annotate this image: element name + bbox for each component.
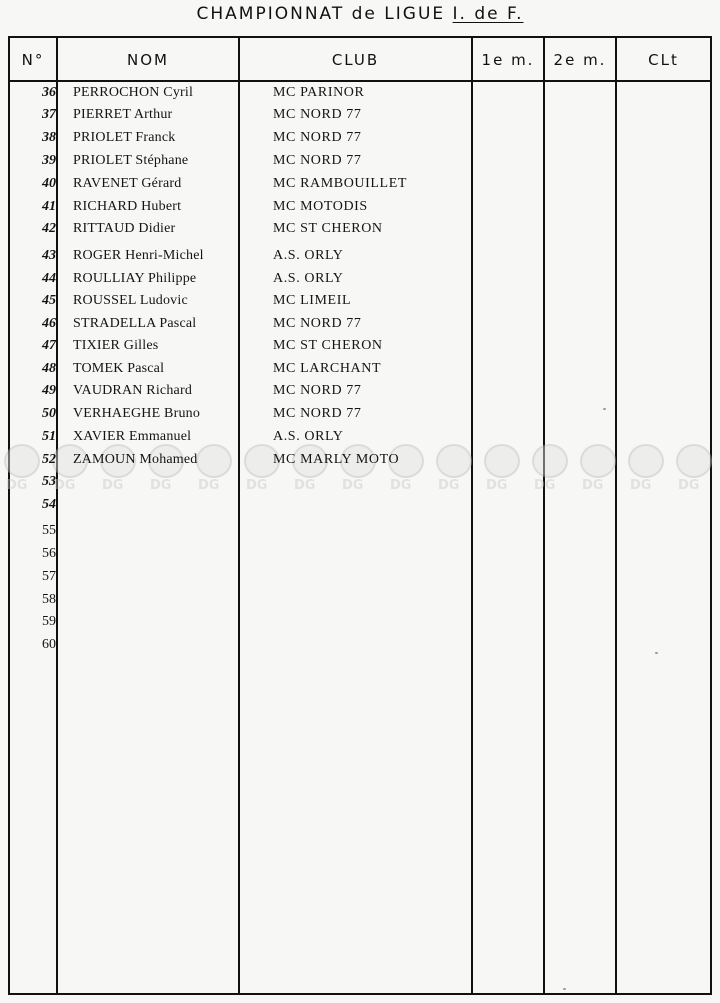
table-row xyxy=(8,611,712,633)
table-row xyxy=(8,150,712,172)
rider-name: PRIOLET Franck xyxy=(73,130,176,145)
rider-number: 36 xyxy=(42,85,56,100)
rider-number: 47 xyxy=(42,338,56,353)
table-row xyxy=(8,104,712,126)
table-row xyxy=(8,520,712,542)
rider-club: MC ST CHERON xyxy=(273,221,383,236)
paper-speck xyxy=(603,408,606,410)
table-row xyxy=(8,403,712,425)
rider-number: 57 xyxy=(42,569,56,584)
rider-number: 50 xyxy=(42,406,56,421)
rider-club: MC NORD 77 xyxy=(273,406,362,421)
rider-name: TOMEK Pascal xyxy=(73,361,165,376)
rider-name: PRIOLET Stéphane xyxy=(73,153,189,168)
watermark-label: DG xyxy=(150,478,172,493)
table-row xyxy=(8,589,712,611)
rider-number: 49 xyxy=(42,383,56,398)
watermark-label: DG xyxy=(630,478,652,493)
rider-name: ROUSSEL Ludovic xyxy=(73,293,188,308)
rider-name: ROGER Henri-Michel xyxy=(73,248,204,263)
rider-club: A.S. ORLY xyxy=(273,248,344,263)
rider-number: 43 xyxy=(42,248,56,263)
table-row xyxy=(8,543,712,565)
watermark-label: DG xyxy=(54,478,76,493)
table-row xyxy=(8,494,712,516)
rider-club: MC PARINOR xyxy=(273,85,365,100)
table-row xyxy=(8,290,712,312)
column-header-club: CLUB xyxy=(331,51,380,69)
watermark-label: DG xyxy=(486,478,508,493)
watermark-label: DG xyxy=(534,478,556,493)
rider-number: 44 xyxy=(42,271,56,286)
table-row xyxy=(8,566,712,588)
table-row xyxy=(8,268,712,290)
rider-name: VERHAEGHE Bruno xyxy=(73,406,201,421)
column-header-num: N° xyxy=(21,51,45,69)
table-row xyxy=(8,127,712,149)
watermark-label: DG xyxy=(582,478,604,493)
rider-number: 48 xyxy=(42,361,56,376)
table-row xyxy=(8,634,712,656)
watermark-label: DG xyxy=(438,478,460,493)
rider-name: XAVIER Emmanuel xyxy=(73,429,192,444)
rider-club: MC NORD 77 xyxy=(273,316,362,331)
rider-number: 60 xyxy=(42,637,56,652)
table-row xyxy=(8,218,712,240)
title-league: I. de F. xyxy=(452,4,524,24)
table-row xyxy=(8,471,712,493)
rider-number: 45 xyxy=(42,293,56,308)
rider-number: 41 xyxy=(42,199,56,214)
rider-club: MC MOTODIS xyxy=(273,199,368,214)
rider-name: RITTAUD Didier xyxy=(73,221,176,236)
paper-speck xyxy=(563,988,566,990)
rider-number: 39 xyxy=(42,153,56,168)
rider-number: 46 xyxy=(42,316,56,331)
rider-number: 59 xyxy=(42,614,56,629)
rider-club: A.S. ORLY xyxy=(273,429,344,444)
watermark-label: DG xyxy=(390,478,412,493)
rider-name: TIXIER Gilles xyxy=(73,338,159,353)
rider-number: 55 xyxy=(42,523,56,538)
rider-number: 38 xyxy=(42,130,56,145)
rider-name: VAUDRAN Richard xyxy=(73,383,193,398)
rider-club: MC ST CHERON xyxy=(273,338,383,353)
watermark-label: DG xyxy=(294,478,316,493)
table-row xyxy=(8,426,712,448)
rider-name: PERROCHON Cyril xyxy=(73,85,194,100)
table-row xyxy=(8,358,712,380)
watermark-label: DG xyxy=(678,478,700,493)
rider-name: ZAMOUN Mohamed xyxy=(73,452,198,467)
rider-number: 52 xyxy=(42,452,56,467)
table-row xyxy=(8,449,712,471)
table-row xyxy=(8,196,712,218)
table-row xyxy=(8,173,712,195)
paper-speck xyxy=(655,652,658,654)
watermark-label: DG xyxy=(198,478,220,493)
watermark-label: DG xyxy=(6,478,28,493)
rider-club: MC NORD 77 xyxy=(273,153,362,168)
rider-name: ROULLIAY Philippe xyxy=(73,271,197,286)
rider-name: RAVENET Gérard xyxy=(73,176,182,191)
rider-number: 51 xyxy=(42,429,56,444)
column-header-first-run: 1e m. xyxy=(481,51,535,69)
rider-name: STRADELLA Pascal xyxy=(73,316,197,331)
rider-club: MC NORD 77 xyxy=(273,383,362,398)
rider-club: MC NORD 77 xyxy=(273,107,362,122)
rider-number: 58 xyxy=(42,592,56,607)
rider-name: RICHARD Hubert xyxy=(73,199,182,214)
title-prefix: CHAMPIONNAT de LIGUE xyxy=(196,4,453,24)
page-title xyxy=(0,4,720,24)
rider-number: 40 xyxy=(42,176,56,191)
rider-number: 54 xyxy=(42,497,56,512)
rider-club: MC LIMEIL xyxy=(273,293,352,308)
rider-club: A.S. ORLY xyxy=(273,271,344,286)
rider-number: 37 xyxy=(42,107,56,122)
rider-club: MC RAMBOUILLET xyxy=(273,176,408,191)
column-header-ranking: CLt xyxy=(648,51,679,69)
rider-number: 42 xyxy=(42,221,56,236)
rider-number: 53 xyxy=(42,474,56,489)
table-row xyxy=(8,82,712,104)
table-row xyxy=(8,335,712,357)
rider-name: PIERRET Arthur xyxy=(73,107,173,122)
table-row xyxy=(8,313,712,335)
watermark-label: DG xyxy=(342,478,364,493)
rider-club: MC LARCHANT xyxy=(273,361,382,376)
column-header-nom: NOM xyxy=(127,51,169,69)
table-row xyxy=(8,380,712,402)
table-row xyxy=(8,245,712,267)
rider-club: MC MARLY MOTO xyxy=(273,452,400,467)
rider-club: MC NORD 77 xyxy=(273,130,362,145)
watermark-label: DG xyxy=(102,478,124,493)
watermark-label: DG xyxy=(246,478,268,493)
rider-number: 56 xyxy=(42,546,56,561)
column-header-second-run: 2e m. xyxy=(553,51,607,69)
